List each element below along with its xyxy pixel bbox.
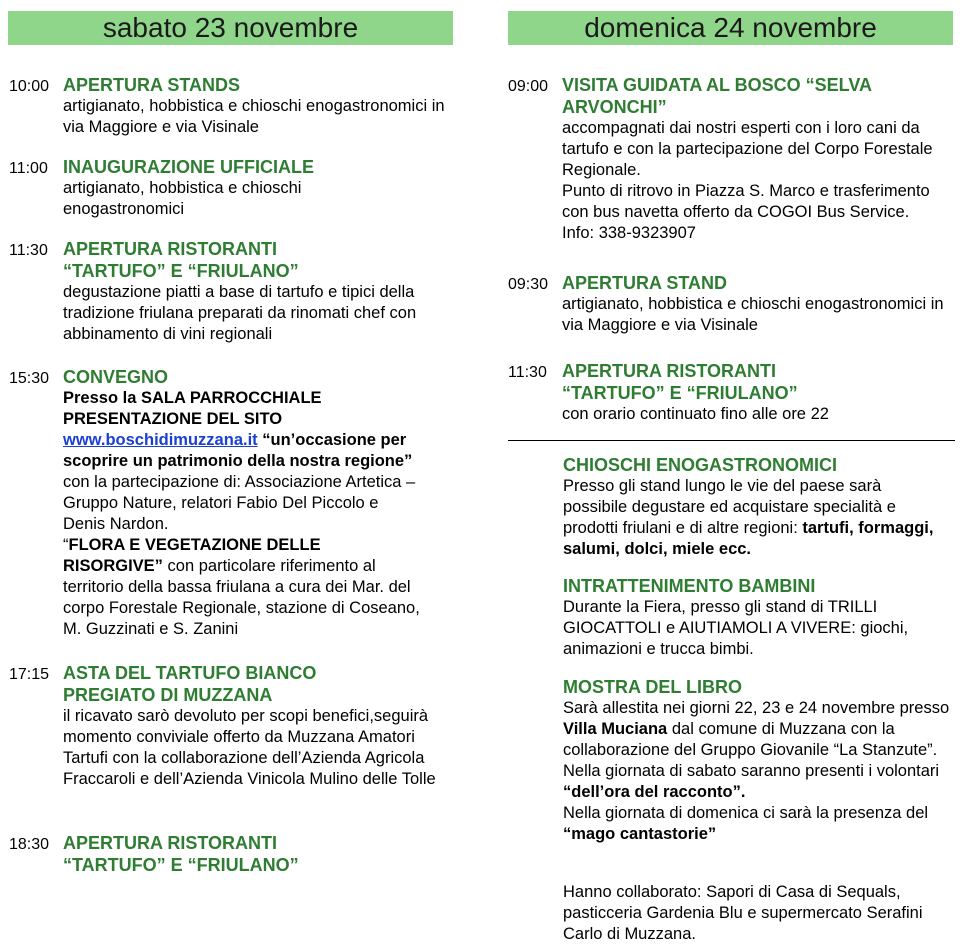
event-apertura-stand [508,272,958,336]
event-time: 18:30 [9,836,50,853]
event-description: artigianato, hobbistica e chioschi enogastronomici in via Maggiore e via Visinale [63,97,445,136]
event-time: 15:30 [9,370,50,387]
event-description: accompagnati dai nostri esperti con i loro cani da tartufo e con la partecipazione del Corpo Forestale Regionale. [562,119,933,179]
quote-mark: “ [63,536,69,554]
event-time: 11:00 [9,160,48,177]
info-highlight: “mago cantastorie” [563,825,717,843]
event-time: 09:00 [508,78,549,95]
event-title-line2: ARVONCHI” [562,97,667,117]
event-title-line1: APERTURA RISTORANTI [63,833,278,853]
event-title-line2: PREGIATO DI MUZZANA [63,685,273,705]
event-description: degustazione piatti a base di tartufo e tipici della tradizione friulana preparati da rinomati chef con abbinamento di vini regionali [63,283,417,343]
event-title-line1: APERTURA RISTORANTI [562,361,777,381]
convegno-topic: FLORA E VEGETAZIONE DELLE RISORGIVE” [63,536,321,575]
event-description: il ricavato sarò devoluto per scopi benefici,seguirà momento conviviale offerto da Muzzana Amatori Tartufi con la collaborazione dell’Azienda Agricola Fraccaroli e dell’Azienda Vinicola Mulino delle Tolle [63,707,436,788]
site-link[interactable]: www.boschidimuzzana.it [63,431,258,449]
info-text: Presso gli stand lungo le vie del paese sarà possibile degustare ed acquistare specialità e prodotti friulani e di altre regioni: [563,477,896,537]
credits: Hanno collaborato: Sapori di Casa di Sequals, pasticceria Gardenia Blu e supermercato Serafini Carlo di Muzzana. [563,883,923,943]
event-title-line2: “TARTUFO” E “FRIULANO” [63,855,299,875]
sunday-header: domenica 24 novembre [508,11,953,45]
event-ristoranti-sunday [508,360,958,425]
info-text: Nella giornata di domenica ci sarà la presenza del [563,804,929,822]
info-text: Durante la Fiera, presso gli stand di TRILLI GIOCATTOLI e AIUTIAMOLI A VIVERE: giochi, animazioni e trucca bimbi. [563,598,909,658]
info-title: MOSTRA DEL LIBRO [563,677,742,697]
event-time: 17:15 [9,666,50,683]
event-apertura-ristoranti [9,238,464,345]
convegno-presentation: PRESENTAZIONE DEL SITO [63,410,283,428]
event-description: con orario continuato fino alle ore 22 [562,405,829,423]
convegno-participants: con la partecipazione di: Associazione Artetica – Gruppo Nature, relatori Fabio Del Piccolo e Denis Nardon. [63,473,416,533]
info-text: Nella giornata di sabato saranno presenti i volontari [563,762,940,780]
info-chioschi [563,454,960,560]
event-inaugurazione [9,156,464,220]
event-title: APERTURA STAND [562,273,727,293]
event-title-line2: “TARTUFO” E “FRIULANO” [562,383,798,403]
event-title-line1: ASTA DEL TARTUFO BIANCO [63,663,317,683]
event-title-line1: VISITA GUIDATA AL BOSCO “SELVA [562,75,873,95]
event-description: artigianato, hobbistica e chioschi enogastronomici in via Maggiore e via Visinale [562,295,944,334]
convegno-details: con particolare riferimento al territorio della bassa friulana a cura dei Mar. del corpo Forestale Regionale, stazione di Coseano, M. Guzzinati e S. Zanini [63,557,420,638]
info-highlight: “dell’ora del racconto”. [563,783,746,801]
info-text: Sarà allestita nei giorni 22, 23 e 24 novembre presso [563,699,950,717]
event-time: 09:30 [508,276,549,293]
event-title: APERTURA STANDS [63,75,241,95]
event-convegno [9,366,464,640]
event-title-line2: “TARTUFO” E “FRIULANO” [63,261,299,281]
event-time: 11:30 [9,242,48,259]
event-apertura-stands [9,74,464,138]
info-title: INTRATTENIMENTO BAMBINI [563,576,816,596]
info-mostra-libro [563,676,960,845]
event-time: 11:30 [508,364,547,381]
event-title: INAUGURAZIONE UFFICIALE [63,157,314,177]
convegno-tagline: “un’occasione per scoprire un patrimonio della nostra regione” [63,431,413,470]
info-title: CHIOSCHI ENOGASTRONOMICI [563,455,838,475]
event-title: CONVEGNO [63,367,169,387]
event-meeting-point: Punto di ritrovo in Piazza S. Marco e trasferimento con bus navetta offerto da COGOI Bus Service. Info: 338-9323907 [562,182,930,242]
info-products: tartufi, formaggi, salumi, dolci, miele ecc. [563,519,934,558]
info-venue: Villa Muciana [563,720,668,738]
event-time: 10:00 [9,78,50,95]
event-description: artigianato, hobbistica e chioschi enogastronomici [63,179,302,218]
event-visita-guidata [508,74,958,244]
event-title-line1: APERTURA RISTORANTI [63,239,278,259]
saturday-header: sabato 23 novembre [8,11,453,45]
event-asta-tartufo [9,662,464,790]
info-bambini [563,575,960,660]
event-apertura-ristoranti-evening [9,832,464,876]
info-text: dal comune di Muzzana con la collaborazione del Gruppo Giovanile “La Stanzute”. [563,720,938,759]
section-divider [508,440,955,441]
convegno-location: Presso la SALA PARROCCHIALE [63,389,322,407]
